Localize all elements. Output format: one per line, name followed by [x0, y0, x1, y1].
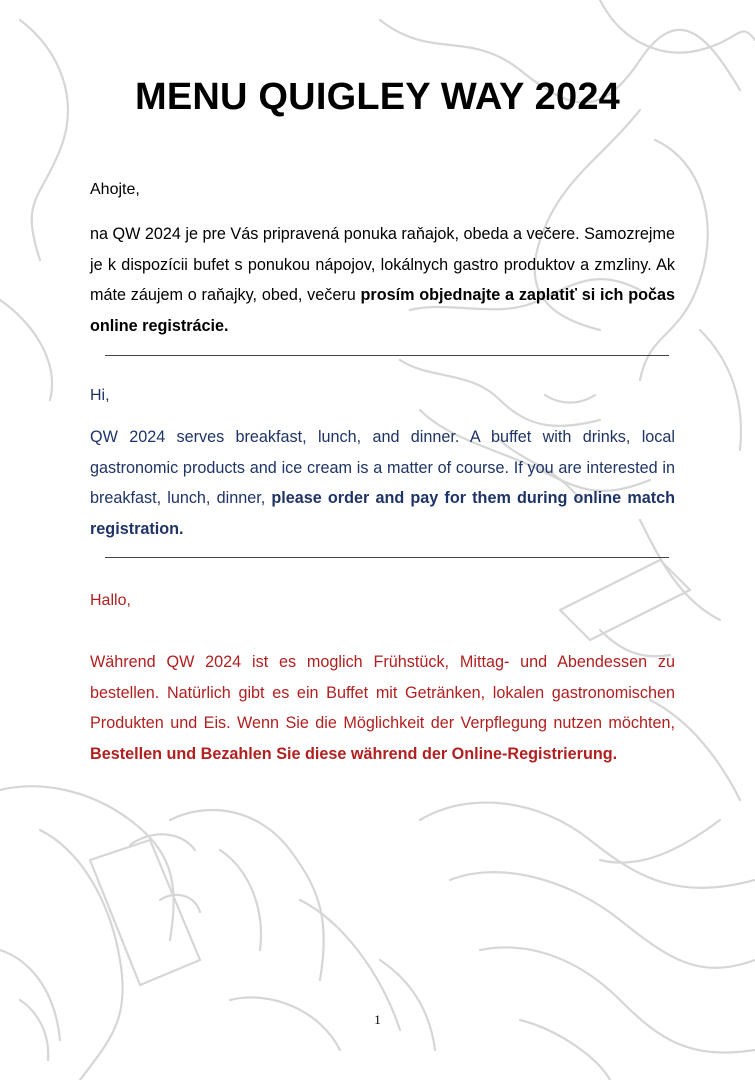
page-title: MENU QUIGLEY WAY 2024 — [134, 76, 620, 118]
section-divider-1 — [105, 355, 669, 356]
english-paragraph — [90, 422, 675, 544]
german-greeting: Hallo, — [90, 592, 131, 609]
english-paragraph-text: QW 2024 serves breakfast, lunch, and dinner. A buffet with drinks, local gastronomic products and ice cream is a matter of course. If you are interested in breakfast, lunch, dinner, — [90, 428, 675, 507]
slovak-greeting: Ahojte, — [90, 181, 140, 198]
page-number: 1 — [374, 1012, 381, 1027]
slovak-paragraph-bold: prosím objednajte a zaplatiť si ich počas online registrácie. — [90, 286, 675, 335]
german-paragraph-text: Während QW 2024 ist es moglich Frühstück, Mittag- und Abendessen zu bestellen. Natürlich gibt es ein Buffet mit Getränken, lokalen gastronomischen Produkten und Eis. Wenn Sie die Möglichkeit der Verpflegung nutzen möchten, — [90, 653, 675, 732]
german-paragraph — [90, 647, 675, 769]
slovak-paragraph — [90, 219, 675, 341]
slovak-paragraph-text: na QW 2024 je pre Vás pripravená ponuka raňajok, obeda a večere. Samozrejme je k dispozícii bufet s ponukou nápojov, lokálnych gastro produktov a zmzliny. Ak máte záujem o raňajky, obed, večeru — [90, 225, 675, 304]
section-divider-2 — [105, 557, 669, 558]
german-paragraph-bold: Bestellen und Bezahlen Sie diese während der Online-Registrierung. — [90, 744, 618, 763]
english-paragraph-bold: please order and pay for them during online match registration. — [90, 489, 675, 538]
english-greeting: Hi, — [90, 387, 110, 404]
